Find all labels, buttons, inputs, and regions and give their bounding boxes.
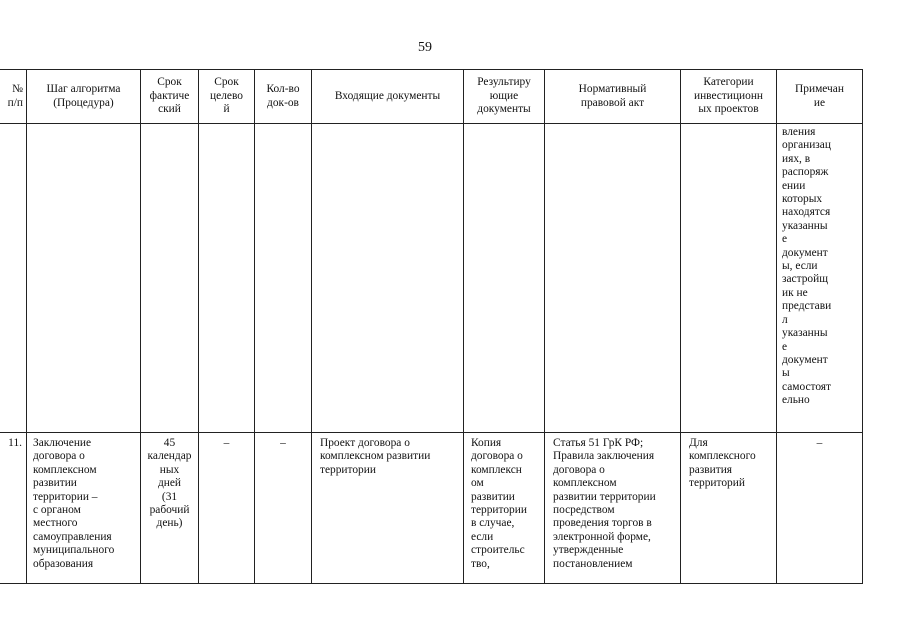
table-row (0, 433, 863, 584)
cell-empty (255, 124, 312, 433)
header-num: № п/п (0, 70, 27, 124)
header-notes: Примечан ие (777, 70, 863, 124)
cell-categories: Для комплексного развития территорий (681, 433, 777, 584)
cell-empty (0, 124, 27, 433)
cell-empty (681, 124, 777, 433)
header-categories: Категории инвестиционн ых проектов (681, 70, 777, 124)
table-header-row (0, 70, 863, 124)
header-incoming: Входящие документы (312, 70, 464, 124)
cell-empty (545, 124, 681, 433)
header-target-term: Срок целево й (199, 70, 255, 124)
cell-incoming: Проект договора о комплексном развитии территории (312, 433, 464, 584)
table-row (0, 124, 863, 433)
header-step: Шаг алгоритма (Процедура) (27, 70, 141, 124)
page-number: 59 (418, 40, 432, 55)
cell-num: 11. (0, 433, 27, 584)
header-resulting: Результиру ющие документы (464, 70, 545, 124)
cell-doc-count: – (255, 433, 312, 584)
cell-empty (199, 124, 255, 433)
header-actual-term: Срок фактиче ский (141, 70, 199, 124)
cell-step: Заключение договора о комплексном развитии территории – с органом местного самоуправления муниципального образования (27, 433, 141, 584)
cell-legal-act: Статья 51 ГрК РФ; Правила заключения договора о комплексном развитии территории посредством проведения торгов в электронной форме, утвержденные постановлением (545, 433, 681, 584)
cell-notes: – (777, 433, 863, 584)
cell-resulting: Копия договора о комплексн ом развитии территории в случае, если строительс тво, (464, 433, 545, 584)
cell-empty (27, 124, 141, 433)
cell-target-term: – (199, 433, 255, 584)
cell-empty (141, 124, 199, 433)
cell-empty (312, 124, 464, 433)
cell-actual-term: 45 календар ных дней (31 рабочий день) (141, 433, 199, 584)
cell-empty (464, 124, 545, 433)
cell-notes-continuation: вления организац иях, в распоряж ении которых находятся указанны е документ ы, если застройщ ик не представи л указанны е документ ы самостоят ельно (777, 124, 863, 433)
header-doc-count: Кол-во док-ов (255, 70, 312, 124)
procedure-table (0, 69, 863, 584)
header-legal-act: Нормативный правовой акт (545, 70, 681, 124)
